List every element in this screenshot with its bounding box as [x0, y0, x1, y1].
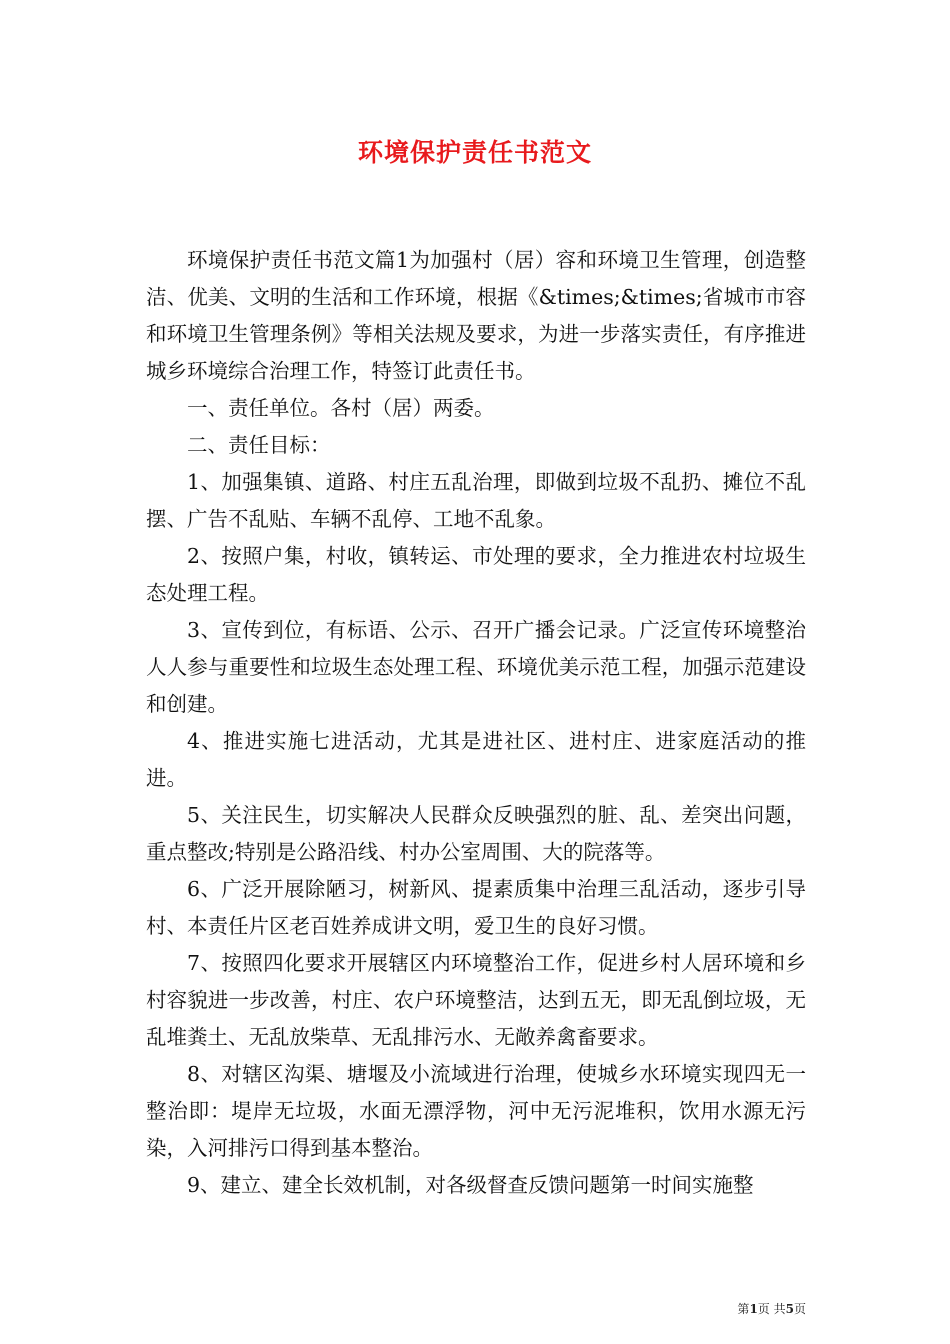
paragraph: 一、责任单位。各村（居）两委。	[187, 396, 495, 420]
paragraph: 3、宣传到位，有标语、公示、召开广播会记录。广泛宣传环境整治人人参与重要性和垃圾生态处理工程、环境优美示范工程，加强示范建设和创建。	[146, 618, 806, 716]
current-page-number: 1	[749, 1302, 758, 1316]
footer-suffix: 页	[793, 1302, 806, 1316]
paragraph: 8、对辖区沟渠、塘堰及小流域进行治理，使城乡水环境实现四无一整治即：堤岸无垃圾，水面无漂浮物，河中无污泥堆积，饮用水源无污染，入河排污口得到基本整治。	[146, 1062, 806, 1160]
paragraph: 9、建立、建全长效机制，对各级督查反馈问题第一时间实施整	[187, 1173, 754, 1197]
total-page-number: 5	[785, 1302, 794, 1316]
footer-prefix: 第	[737, 1302, 750, 1316]
document-body	[146, 242, 806, 1204]
paragraph: 6、广泛开展除陋习，树新风、提素质集中治理三乱活动，逐步引导村、本责任片区老百姓养成讲文明，爱卫生的良好习惯。	[146, 877, 806, 938]
paragraph: 2、按照户集，村收，镇转运、市处理的要求，全力推进农村垃圾生态处理工程。	[146, 544, 806, 605]
paragraph: 二、责任目标：	[187, 433, 331, 457]
paragraph: 7、按照四化要求开展辖区内环境整治工作，促进乡村人居环境和乡村容貌进一步改善，村庄、农户环境整洁，达到五无，即无乱倒垃圾，无乱堆粪土、无乱放柴草、无乱排污水、无敞养禽畜要求。	[146, 951, 806, 1049]
paragraph: 5、关注民生，切实解决人民群众反映强烈的脏、乱、差突出问题，重点整改;特别是公路沿线、村办公室周围、大的院落等。	[146, 803, 806, 864]
footer-middle: 页 共	[757, 1302, 786, 1316]
document-title: 环境保护责任书范文	[357, 138, 592, 167]
page-number-footer	[737, 1300, 806, 1317]
paragraph: 环境保护责任书范文篇1为加强村（居）容和环境卫生管理，创造整洁、优美、文明的生活和工作环境，根据《&times;&times;省城市市容和环境卫生管理条例》等相关法规及要求，为进一步落实责任，有序推进城乡环境综合治理工作，特签订此责任书。	[146, 248, 806, 383]
paragraph: 1、加强集镇、道路、村庄五乱治理，即做到垃圾不乱扔、摊位不乱摆、广告不乱贴、车辆不乱停、工地不乱象。	[146, 470, 806, 531]
paragraph: 4、推进实施七进活动，尤其是进社区、进村庄、进家庭活动的推进。	[146, 729, 806, 790]
